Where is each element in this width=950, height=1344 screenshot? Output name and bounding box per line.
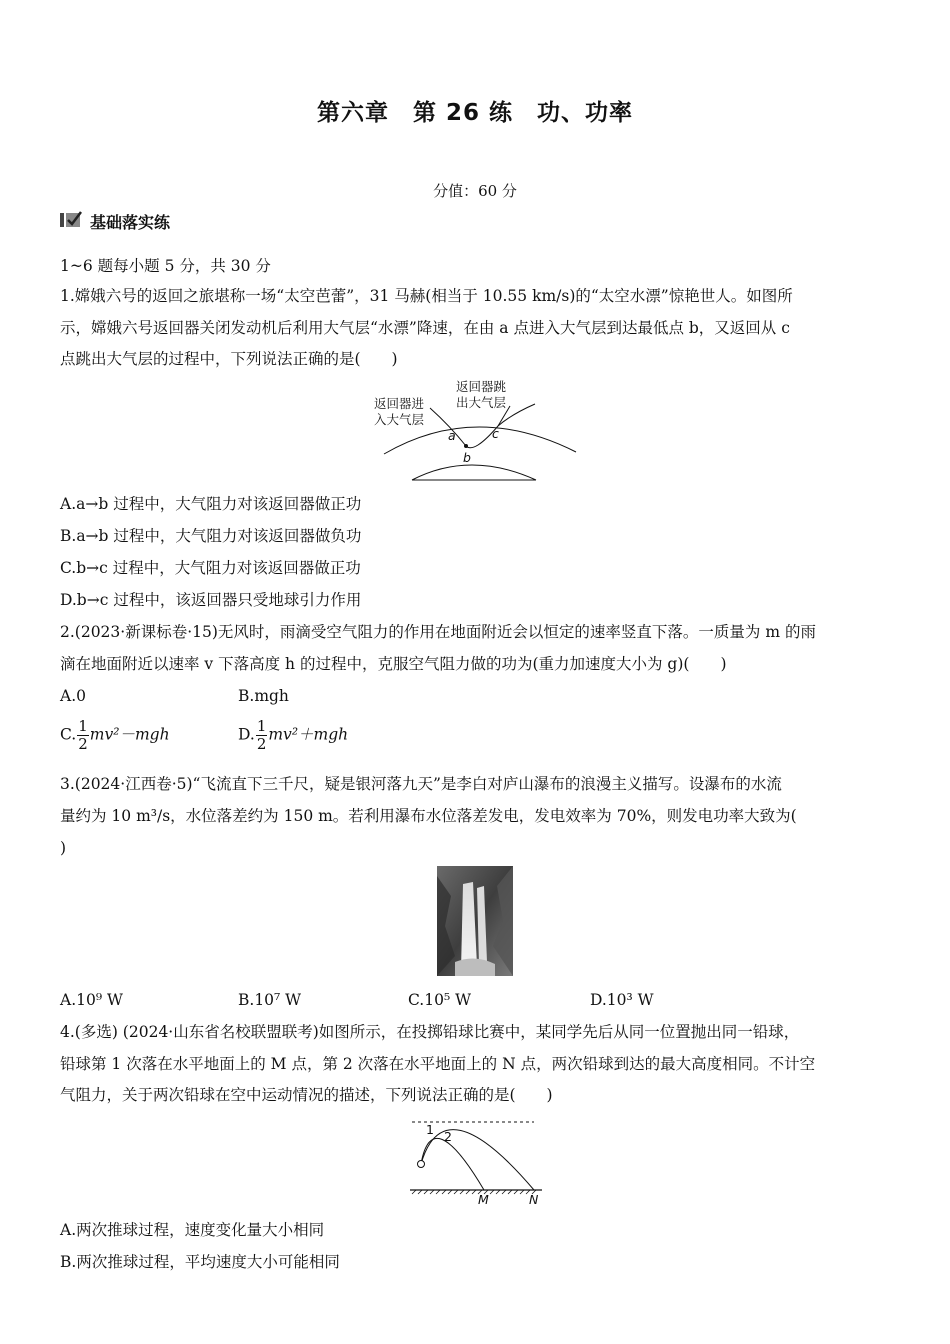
q1-option-a: A.a→b 过程中，大气阻力对该返回器做正功 bbox=[60, 495, 362, 513]
q3-line-3: ) bbox=[60, 839, 67, 857]
q2-line-2: 滴在地面附近以速率 v 下落高度 h 的过程中，克服空气阻力做的功为(重力加速度大小为 g)( ) bbox=[60, 655, 727, 673]
shot-ball bbox=[418, 1161, 425, 1168]
q3-option-b: B.10⁷ W bbox=[238, 991, 302, 1009]
q4-line-3: 气阻力，关于两次铅球在空中运动情况的描述，下列说法正确的是( ) bbox=[60, 1086, 553, 1104]
q4-shot-put-figure bbox=[404, 1114, 554, 1208]
q3-option-a: A.10⁹ W bbox=[60, 991, 123, 1009]
trajectory-1-label: 1 bbox=[426, 1122, 434, 1137]
page-title: 第六章 第 26 练 功、功率 bbox=[316, 100, 634, 126]
q1-line-2: 示，嫦娥六号返回器关闭发动机后利用大气层“水漂”降速，在由 a 点进入大气层到达最低点 b，又返回从 c bbox=[60, 319, 790, 337]
q2-option-b: B.mgh bbox=[238, 687, 289, 705]
point-m-label: M bbox=[478, 1192, 489, 1207]
q2-option-c: C. $\frac{1}{2}$ mv²－mgh bbox=[60, 717, 170, 753]
trajectory-2-label: 2 bbox=[444, 1129, 452, 1144]
section-title: 基础落实练 bbox=[90, 213, 171, 232]
point-n-label: N bbox=[529, 1192, 539, 1207]
score-intro: 1~6 题每小题 5 分，共 30 分 bbox=[60, 257, 271, 275]
q1-option-b: B.a→b 过程中，大气阻力对该返回器做负功 bbox=[60, 527, 362, 545]
trajectory-1 bbox=[421, 1138, 484, 1190]
q3-option-d: D.10³ W bbox=[590, 991, 654, 1009]
q1-line-1: 1.嫦娥六号的返回之旅堪称一场“太空芭蕾”，31 马赫(相当于 10.55 km/s)的“太空水漂”惊艳世人。如图所 bbox=[60, 287, 793, 305]
q1-reentry-figure bbox=[370, 376, 580, 482]
q1-option-d: D.b→c 过程中，该返回器只受地球引力作用 bbox=[60, 591, 362, 609]
q2-line-1: 2.(2023·新课标卷·15)无风时，雨滴受空气阻力的作用在地面附近会以恒定的速率竖直下落。一质量为 m 的雨 bbox=[60, 623, 816, 641]
point-a-label: a bbox=[448, 428, 456, 443]
exit-label-1: 返回器跳 bbox=[456, 379, 507, 394]
point-b-label: b bbox=[463, 450, 471, 465]
score-label: 分值：60 分 bbox=[433, 182, 517, 200]
point-c-label: c bbox=[492, 426, 499, 441]
q3-option-c: C.10⁵ W bbox=[408, 991, 472, 1009]
q3-line-2: 量约为 10 m³/s，水位落差约为 150 m。若利用瀑布水位落差发电，发电效率为 70%，则发电功率大致为( bbox=[60, 807, 797, 825]
exit-label-2: 出大气层 bbox=[456, 395, 507, 410]
q4-line-2: 铅球第 1 次落在水平地面上的 M 点，第 2 次落在水平地面上的 N 点，两次铅球到达的最大高度相同。不计空 bbox=[60, 1055, 816, 1073]
waterfall-photo bbox=[437, 866, 513, 976]
q4-option-b: B.两次推球过程，平均速度大小可能相同 bbox=[60, 1253, 340, 1271]
section-header bbox=[60, 210, 170, 233]
q2-option-d: D. $\frac{1}{2}$ mv²＋mgh bbox=[238, 717, 349, 753]
entry-label-1: 返回器进 bbox=[374, 396, 425, 411]
q4-line-1: 4.(多选) (2024·山东省名校联盟联考)如图所示，在投掷铅球比赛中，某同学先后从同一位置抛出同一铅球， bbox=[60, 1023, 800, 1041]
q3-line-1: 3.(2024·江西卷·5)“飞流直下三千尺，疑是银河落九天”是李白对庐山瀑布的浪漫主义描写。设瀑布的水流 bbox=[60, 775, 782, 793]
point-b-dot bbox=[464, 444, 468, 448]
trajectory-curve bbox=[466, 404, 535, 448]
q1-option-c: C.b→c 过程中，大气阻力对该返回器做正功 bbox=[60, 559, 361, 577]
atmosphere-boundary bbox=[384, 427, 576, 454]
earth-surface bbox=[412, 465, 536, 480]
entry-label-2: 入大气层 bbox=[374, 412, 425, 427]
q4-option-a: A.两次推球过程，速度变化量大小相同 bbox=[60, 1221, 325, 1239]
q2-option-a: A.0 bbox=[60, 687, 86, 705]
q1-line-3: 点跳出大气层的过程中，下列说法正确的是( ) bbox=[60, 350, 398, 368]
checklist-icon bbox=[60, 211, 82, 233]
